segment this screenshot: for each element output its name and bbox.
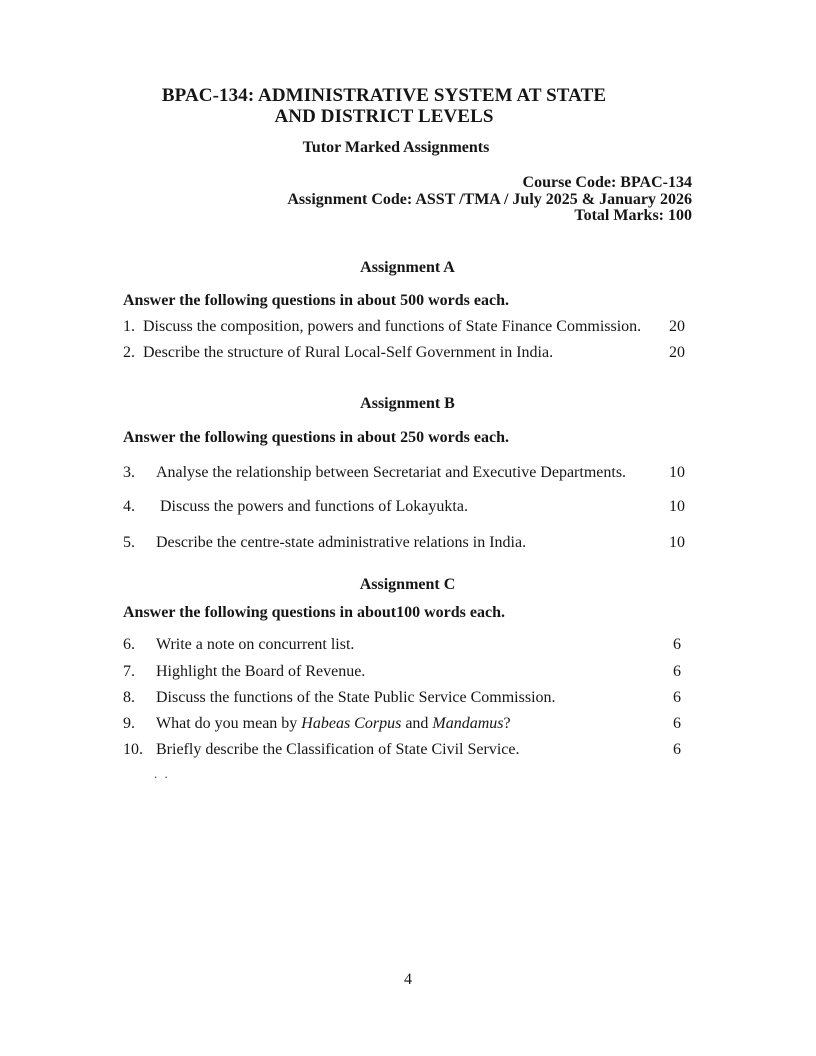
- question-row-2: [123, 344, 692, 361]
- question-number: 6.: [123, 636, 135, 653]
- question-number: 10.: [123, 741, 143, 758]
- section-instruction-b: Answer the following questions in about 250 words each.: [123, 429, 509, 446]
- section-heading-c: Assignment C: [359, 576, 456, 593]
- question-text: What do you mean by Habeas Corpus and Mandamus?: [156, 715, 511, 732]
- question-row-9: [123, 715, 692, 732]
- question-marks: 6: [673, 715, 681, 732]
- question-row-1: [123, 318, 692, 335]
- question-row-7: [123, 663, 692, 680]
- question-text: Discuss the composition, powers and functions of State Finance Commission.: [143, 318, 642, 335]
- section-instruction-c: Answer the following questions in about100 words each.: [123, 604, 505, 621]
- question-marks: 10: [669, 464, 685, 481]
- question-marks: 6: [673, 689, 681, 706]
- question-number: 7.: [123, 663, 135, 680]
- course-code: Course Code: BPAC-134: [522, 174, 692, 191]
- question-row-6: [123, 636, 692, 653]
- question-row-3: [123, 464, 692, 481]
- question-marks: 20: [669, 344, 685, 361]
- question-number: 2.: [123, 344, 135, 361]
- page-title: [0, 85, 792, 127]
- total-marks: Total Marks: 100: [574, 207, 692, 224]
- question-number: 4.: [123, 498, 135, 515]
- question-marks: 10: [669, 498, 685, 515]
- page-number: 4: [404, 971, 412, 988]
- question-text: Discuss the functions of the State Public Service Commission.: [156, 689, 556, 706]
- question-row-4: [123, 498, 692, 515]
- document-subtitle: Tutor Marked Assignments: [302, 139, 490, 156]
- question-text: Briefly describe the Classification of State Civil Service.: [156, 741, 520, 758]
- title-line-1: BPAC-134: ADMINISTRATIVE SYSTEM AT STATE: [161, 85, 607, 106]
- question-number: 5.: [123, 534, 135, 551]
- question-marks: 10: [669, 534, 685, 551]
- question-text: Analyse the relationship between Secretariat and Executive Departments.: [156, 464, 627, 481]
- section-heading-b: Assignment B: [360, 395, 455, 412]
- question-number: 9.: [123, 715, 135, 732]
- stray-marks: . .: [154, 766, 170, 781]
- question-number: 8.: [123, 689, 135, 706]
- question-text: Describe the centre-state administrative relations in India.: [156, 534, 527, 551]
- question-text: Write a note on concurrent list.: [156, 636, 355, 653]
- title-line-2: AND DISTRICT LEVELS: [274, 106, 494, 127]
- question-row-8: [123, 689, 692, 706]
- question-marks: 20: [669, 318, 685, 335]
- question-row-10: [123, 741, 692, 758]
- section-instruction-a: Answer the following questions in about 500 words each.: [123, 292, 509, 309]
- question-marks: 6: [673, 663, 681, 680]
- question-marks: 6: [673, 636, 681, 653]
- question-row-5: [123, 534, 692, 551]
- assignment-meta: [287, 175, 692, 225]
- question-text: Describe the structure of Rural Local-Self Government in India.: [143, 344, 554, 361]
- assignment-code: Assignment Code: ASST /TMA / July 2025 & January 2026: [287, 190, 692, 208]
- section-heading-a: Assignment A: [360, 259, 455, 276]
- question-number: 3.: [123, 464, 135, 481]
- question-text: Discuss the powers and functions of Lokayukta.: [156, 498, 468, 515]
- question-marks: 6: [673, 741, 681, 758]
- question-number: 1.: [123, 318, 135, 335]
- question-text: Highlight the Board of Revenue.: [156, 663, 366, 680]
